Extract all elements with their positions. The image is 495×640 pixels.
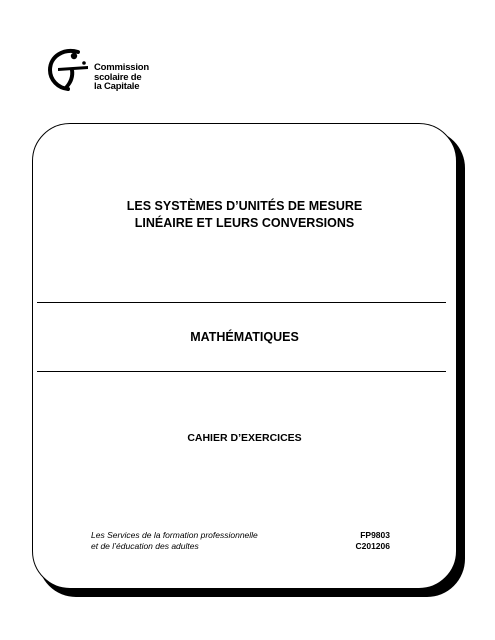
footer-service-name — [91, 530, 258, 552]
organization-name — [94, 63, 149, 92]
footer-code: C201206 — [355, 541, 390, 551]
footer-service-line: Les Services de la formation professionnelle — [91, 530, 258, 540]
subject-heading: MATHÉMATIQUES — [190, 330, 299, 344]
document-title — [32, 198, 457, 232]
commission-scolaire-logo-icon — [44, 46, 92, 92]
organization-name-line: scolaire de — [94, 71, 142, 83]
document-title-line-2: LINÉAIRE ET LEURS CONVERSIONS — [134, 216, 355, 230]
organization-name-line: la Capitale — [94, 81, 140, 92]
divider-top — [37, 302, 446, 303]
document-type: CAHIER D’EXERCICES — [187, 432, 302, 444]
divider-bottom — [37, 371, 446, 372]
organization-name-line: Commission — [94, 62, 150, 73]
organization-logo — [44, 40, 164, 100]
footer-service-line: et de l’éducation des adultes — [91, 541, 199, 551]
footer-code: FP9803 — [360, 530, 390, 540]
footer-document-codes — [330, 530, 390, 552]
cover-card — [32, 123, 457, 589]
document-title-line-1: LES SYSTÈMES D’UNITÉS DE MESURE — [126, 199, 363, 213]
